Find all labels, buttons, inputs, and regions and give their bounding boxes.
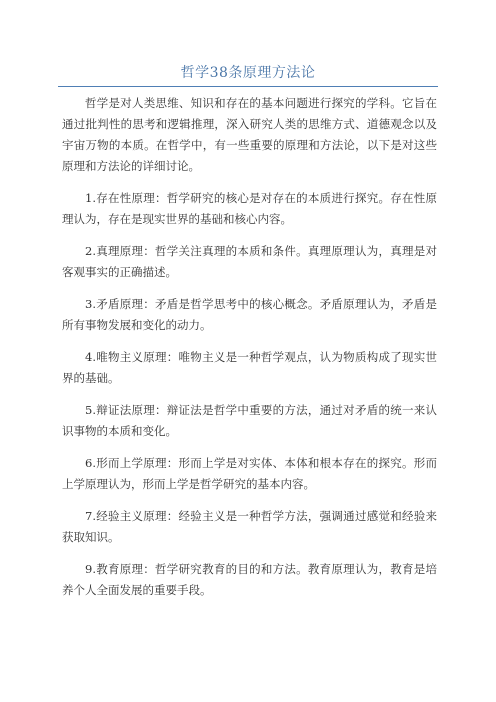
principle-paragraph-5: 5.辩证法原理：辩证法是哲学中重要的方法，通过对矛盾的统一来认识事物的本质和变化。 xyxy=(62,403,437,438)
intro-paragraph: 哲学是对人类思维、知识和存在的基本问题进行探究的学科。它旨在通过批判性的思考和逻辑推理，深入研究人类的思维方式、道德观念以及宇宙万物的本质。在哲学中，有一些重要的原理和方法论，以下是对这些原理和方法论的详细讨论。 xyxy=(62,96,437,173)
document-body xyxy=(62,93,437,612)
principle-paragraph-1: 1.存在性原理：哲学研究的核心是对存在的本质进行探究。存在性原理认为，存在是现实世界的基础和核心内容。 xyxy=(62,191,437,226)
principle-paragraph-3: 3.矛盾原理：矛盾是哲学思考中的核心概念。矛盾原理认为，矛盾是所有事物发展和变化的动力。 xyxy=(62,297,437,332)
document-title: 哲学38条原理方法论 xyxy=(180,65,316,81)
principle-paragraph-6: 6.形而上学原理：形而上学是对实体、本体和根本存在的探究。形而上学原理认为，形而上学是哲学研究的基本内容。 xyxy=(62,456,437,491)
principle-paragraph-4: 4.唯物主义原理：唯物主义是一种哲学观点，认为物质构成了现实世界的基础。 xyxy=(62,350,437,385)
principle-paragraph-9: 9.教育原理：哲学研究教育的目的和方法。教育原理认为，教育是培养个人全面发展的重要手段。 xyxy=(62,562,437,597)
title-underline xyxy=(58,86,438,87)
principle-paragraph-2: 2.真理原理：哲学关注真理的本质和条件。真理原理认为，真理是对客观事实的正确描述。 xyxy=(62,244,437,279)
principle-paragraph-7: 7.经验主义原理：经验主义是一种哲学方法，强调通过感觉和经验来获取知识。 xyxy=(62,509,437,544)
